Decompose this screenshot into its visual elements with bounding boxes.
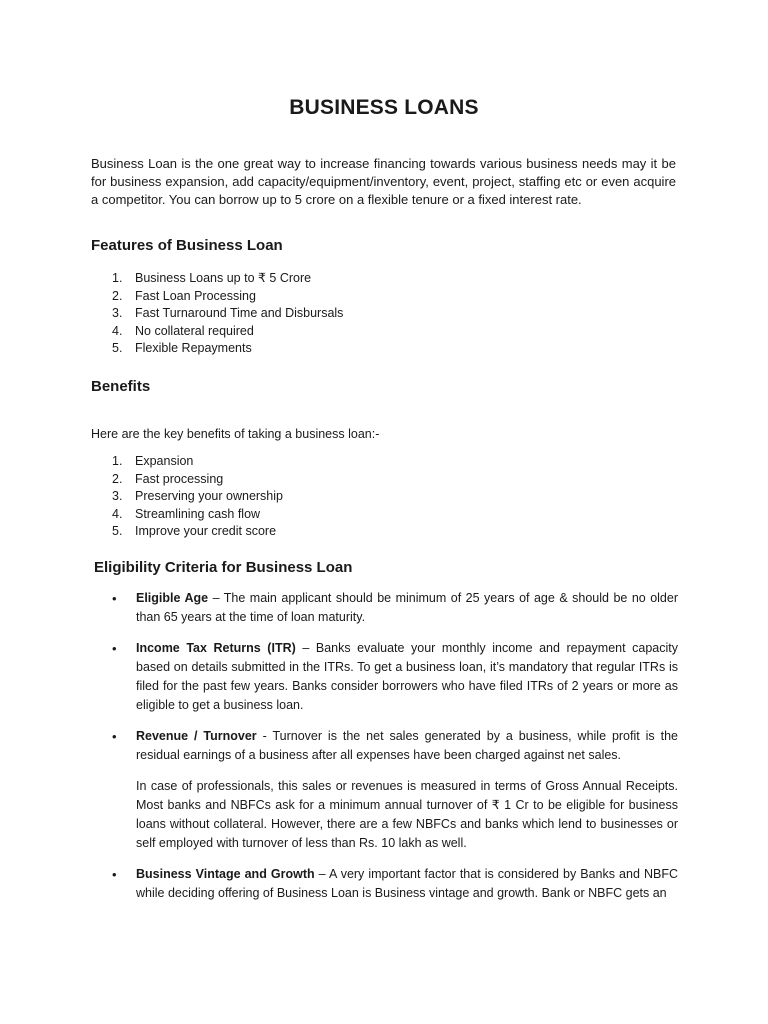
list-item: 1. Expansion — [112, 454, 194, 468]
features-list — [91, 270, 676, 358]
bullet-icon: • — [112, 641, 117, 656]
list-item — [112, 865, 678, 903]
criterion-text: – The main applicant should be minimum of 25 years of age & should be no older than 65 years at the time of loan maturity. — [136, 591, 679, 624]
list-item: 4. No collateral required — [112, 323, 254, 338]
bullet-icon: • — [112, 729, 117, 744]
criterion-text: - Turnover is the net sales generated by a business, while profit is the residual earnings of a business after all expenses have been charged against net sales. — [136, 729, 678, 762]
eligibility-list — [112, 589, 678, 903]
criterion-text: – A very important factor that is considered by Banks and NBFC while deciding offering of Business Loan is Business vintage and growth. Bank or NBFC gets an — [136, 867, 678, 900]
benefits-intro: Here are the key benefits of taking a business loan:- — [91, 427, 380, 441]
list-item: 4. Streamlining cash flow — [112, 506, 261, 521]
list-item: 5. Flexible Repayments — [112, 341, 252, 355]
list-item — [112, 727, 678, 853]
document-title: BUSINESS LOANS — [289, 96, 479, 119]
list-item: 2. Fast processing — [112, 471, 224, 486]
criterion-text: – Banks evaluate your monthly income and repayment capacity based on details submitted in the ITRs. To get a business loan, it’s mandatory that regular ITRs is filed for the past few years. Banks consider borrowers who have filed ITRs of 2 years or more as eligible to get a business loan. — [136, 641, 679, 712]
features-heading: Features of Business Loan — [91, 237, 283, 254]
benefits-heading: Benefits — [91, 378, 151, 395]
list-item: 3. Fast Turnaround Time and Disbursals — [112, 306, 344, 320]
list-item: 3. Preserving your ownership — [112, 489, 283, 503]
list-item: 2. Fast Loan Processing — [112, 288, 256, 303]
benefits-list — [91, 453, 676, 541]
intro-paragraph: Business Loan is the one great way to increase financing towards various business needs may it be for business expansion, add capacity/equipment/inventory, event, project, staffing etc or even acquire a competitor. You can borrow up to 5 crore on a flexible tenure or a fixed interest rate. — [91, 156, 676, 207]
list-item — [112, 639, 678, 715]
criterion-term: Revenue / Turnover — [136, 729, 257, 743]
list-item — [112, 589, 678, 627]
bullet-icon: • — [112, 867, 117, 882]
bullet-icon: • — [112, 591, 117, 606]
criterion-term: Eligible Age — [136, 591, 209, 605]
list-item: 1. Business Loans up to ₹ 5 Crore — [112, 271, 312, 285]
criterion-extra-paragraph: In case of professionals, this sales or revenues is measured in terms of Gross Annual Receipts. Most banks and NBFCs ask for a minimum annual turnover of ₹ 1 Cr to be eligible for business loans without collateral. However, there are a few NBFCs and banks which lend to businesses or self employed with turnover of less than Rs. 10 lakh as well. — [136, 779, 678, 850]
criterion-term: Business Vintage and Growth — [136, 867, 315, 881]
list-item: 5. Improve your credit score — [112, 524, 277, 538]
eligibility-heading: Eligibility Criteria for Business Loan — [94, 559, 353, 576]
criterion-term: Income Tax Returns (ITR) — [136, 641, 296, 655]
